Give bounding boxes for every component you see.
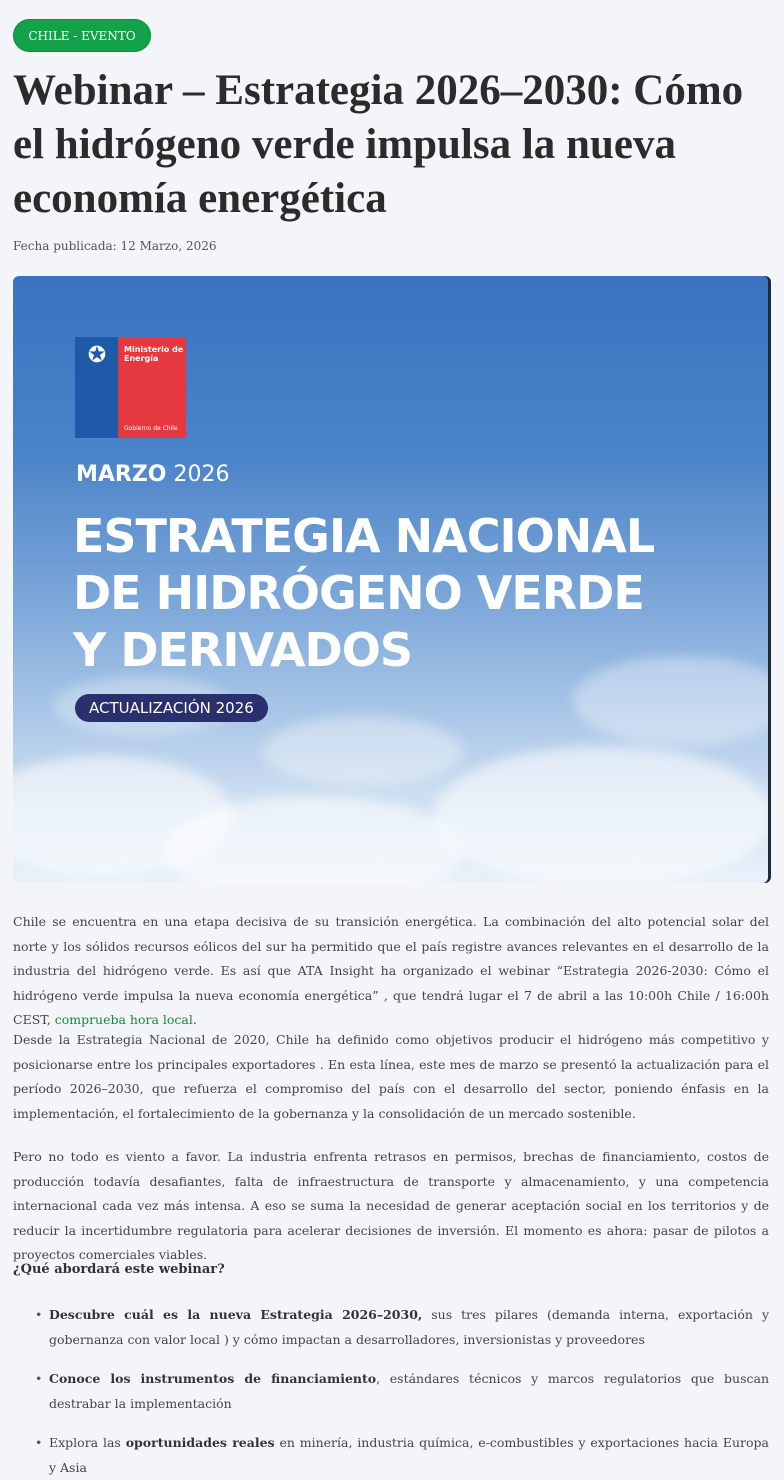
coat-of-arms-icon: ✪ (87, 343, 107, 368)
paragraph-intro-text: Chile se encuentra en una etapa decisiva de su transición energética. La combinación del alto potencial solar del norte y los sólidos recursos eólicos del sur ha permitido que el país registre avances relevantes en el desarrollo de la industria del hidrógeno verde. Es así que ATA Insight ha organizado el webinar “Estrategia 2026-2030: Cómo el hidrógeno verde impulsa la nueva economía energética” , que tendrá lugar el 7 de abril a las 10:00h Chile / 16:00h CEST, (13, 914, 769, 1027)
paragraph-strategy: Desde la Estrategia Nacional de 2020, Chile ha definido como objetivos producir el hidrógeno más competitivo y posicionarse entre los principales exportadores . En esta línea, este mes de marzo se presentó la actualización para el período 2026–2030, que refuerza el compromiso del país con el desarrollo del sector, poniendo énfasis en la implementación, el fortalecimiento de la gobernanza y la consolidación de un mercado sostenible. (13, 1032, 769, 1121)
hero-date (76, 462, 230, 487)
local-time-link[interactable]: comprueba hora local (54, 1012, 193, 1027)
ministry-logo (75, 337, 186, 438)
topics-list (13, 1302, 769, 1480)
hero-year: 2026 (173, 462, 230, 487)
list-item (13, 1302, 769, 1352)
article-title: Webinar – Estrategia 2026–2030: Cómo el hidrógeno verde impulsa la nueva economía energética (13, 67, 744, 222)
paragraph-intro (13, 910, 769, 1033)
hero-month: MARZO (76, 462, 167, 487)
list-item (13, 1430, 769, 1480)
webinar-question-heading: ¿Qué abordará este webinar? (13, 1262, 225, 1277)
list-item (13, 1366, 769, 1416)
bullet-bold: Descubre cuál es la nueva Estrategia 2026–2030, (49, 1307, 423, 1322)
category-tag[interactable]: CHILE - EVENTO (13, 19, 151, 52)
logo-gov-text: Gobierno de Chile (124, 425, 178, 432)
bullet-pre: Explora las (49, 1435, 126, 1450)
hero-headline-line1: ESTRATEGIA NACIONAL (73, 509, 655, 563)
paragraph-intro-end: . (192, 1012, 197, 1027)
bullet-bold: Conoce los instrumentos de financiamiento (49, 1371, 377, 1386)
logo-ministry-text: Ministerio de Energía (124, 345, 184, 363)
paragraph-challenges: Pero no todo es viento a favor. La industria enfrenta retrasos en permisos, brechas de financiamiento, costos de producción todavía desafiantes, falta de infraestructura de transporte y almacenamiento, y una competencia internacional cada vez más intensa. A eso se suma la necesidad de generar aceptación social en los territorios y de reducir la incertidumbre regulatoria para acelerar decisiones de inversión. El momento es ahora: pasar de pilotos a proyectos comerciales viables. (13, 1149, 769, 1262)
hero-image (13, 276, 768, 883)
bullet-post: , estándares técnicos y marcos regulatorios que buscan destrabar la implementación (49, 1371, 769, 1411)
hero-headline (73, 508, 763, 679)
bullet-bold: oportunidades reales (125, 1435, 275, 1450)
bullet-post: sus tres pilares (demanda interna, exportación y gobernanza con valor local ) y cómo impactan a desarrolladores, inversionistas y proveedores (49, 1307, 770, 1347)
hero-headline-line2: DE HIDRÓGENO VERDE (73, 566, 644, 620)
publish-date: Fecha publicada: 12 Marzo, 2026 (13, 239, 217, 253)
bullet-post: en minería, industria química, e-combustibles y exportaciones hacia Europa y Asia (49, 1435, 769, 1475)
hero-update-badge: ACTUALIZACIÓN 2026 (75, 694, 268, 722)
hero-headline-line3: Y DERIVADOS (73, 623, 412, 677)
